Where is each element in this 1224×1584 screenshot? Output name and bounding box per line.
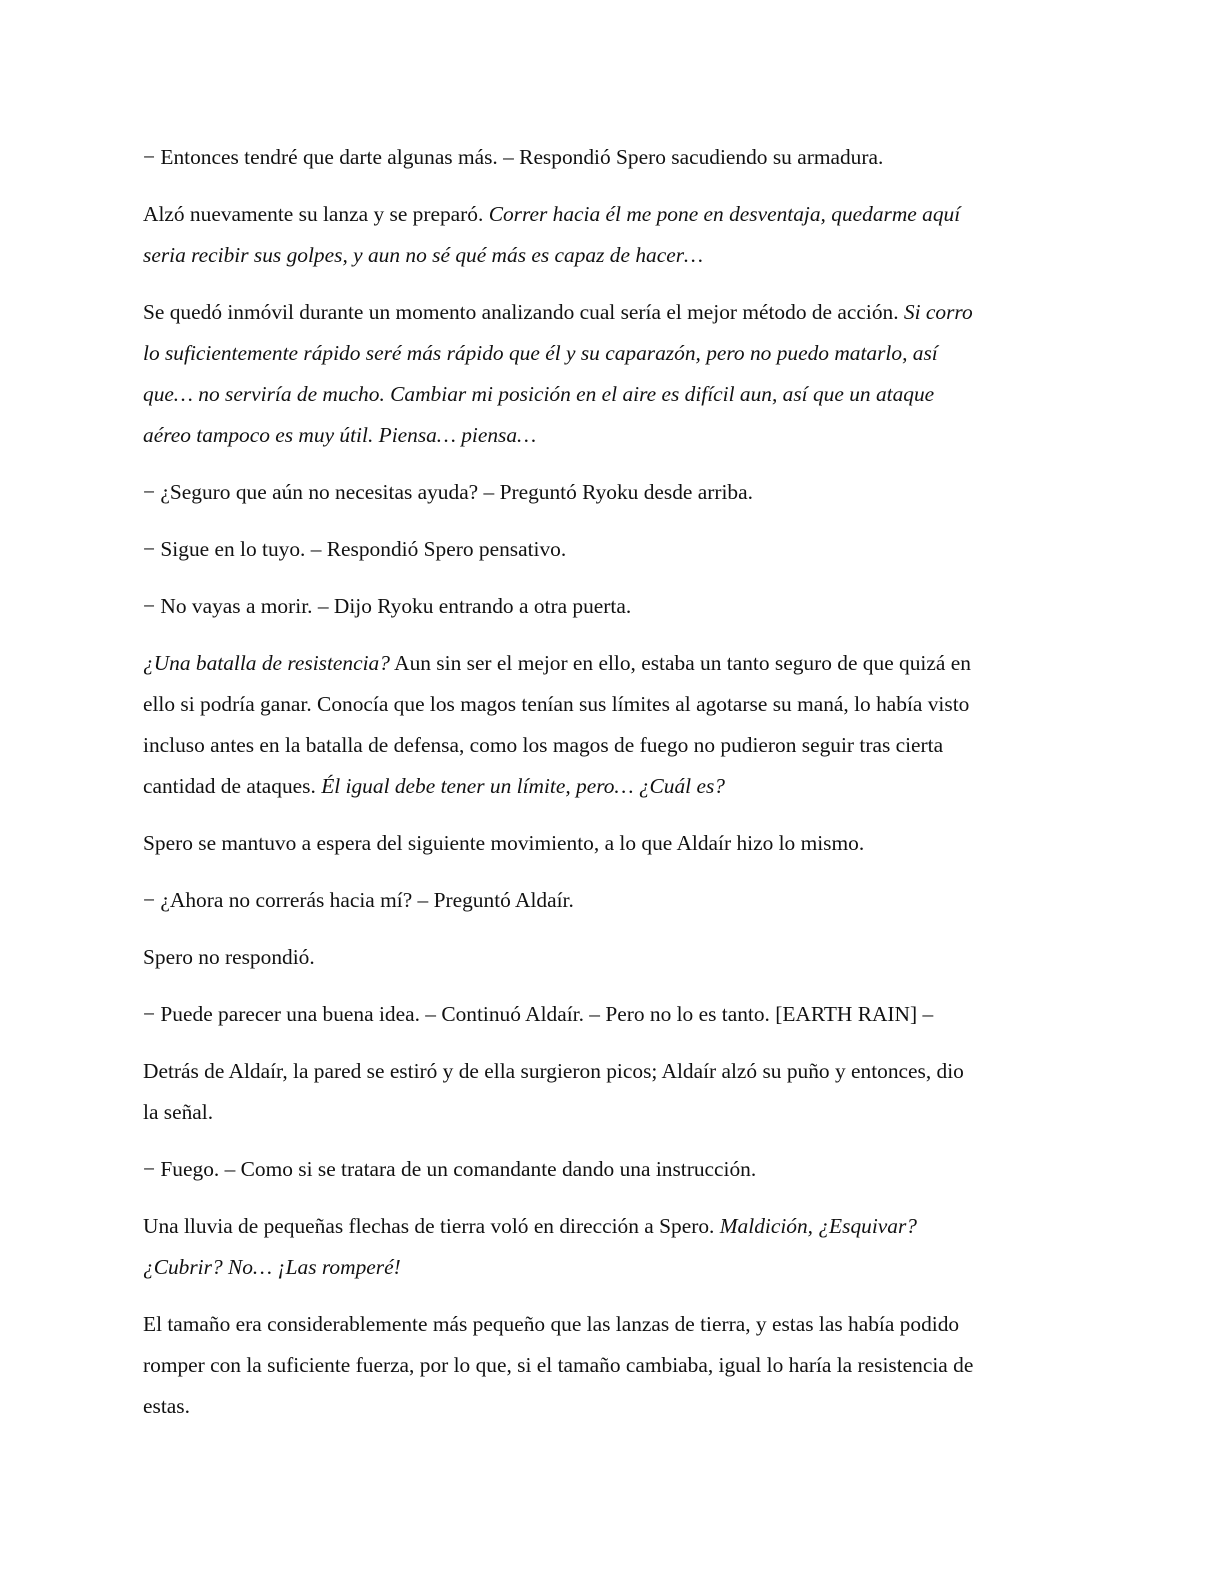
text-line bbox=[143, 472, 1083, 513]
text-line bbox=[143, 766, 1083, 807]
italic-text: Correr hacia él me pone en desventaja, quedarme aquí bbox=[488, 202, 961, 226]
document-page bbox=[143, 137, 1083, 1443]
paragraph bbox=[143, 937, 1083, 978]
text-line bbox=[143, 643, 1083, 684]
text-line bbox=[143, 823, 1083, 864]
text-line bbox=[143, 1149, 1083, 1190]
paragraph bbox=[143, 586, 1083, 627]
paragraph bbox=[143, 292, 1083, 456]
paragraph bbox=[143, 994, 1083, 1035]
italic-text: que… no serviría de mucho. Cambiar mi posición en el aire es difícil aun, así que un ataque bbox=[143, 382, 935, 406]
text-line bbox=[143, 1051, 1083, 1092]
text-line bbox=[143, 292, 1083, 333]
body-text: Spero se mantuvo a espera del siguiente movimiento, a lo que Aldaír hizo lo mismo. bbox=[143, 831, 865, 855]
body-text: incluso antes en la batalla de defensa, como los magos de fuego no pudieron seguir tras cierta bbox=[143, 733, 944, 757]
paragraph bbox=[143, 529, 1083, 570]
body-text: − Fuego. – Como si se tratara de un comandante dando una instrucción. bbox=[143, 1157, 757, 1181]
body-text: cantidad de ataques. bbox=[143, 774, 322, 798]
body-text: Aun sin ser el mejor en ello, estaba un tanto seguro de que quizá en bbox=[389, 651, 971, 675]
paragraph bbox=[143, 1149, 1083, 1190]
body-text: romper con la suficiente fuerza, por lo que, si el tamaño cambiaba, igual lo haría la resistencia de bbox=[143, 1353, 974, 1377]
text-line bbox=[143, 1092, 1083, 1133]
body-text: Se quedó inmóvil durante un momento analizando cual sería el mejor método de acción. bbox=[143, 300, 904, 324]
italic-text: lo suficientemente rápido seré más rápido que él y su caparazón, pero no puedo matarlo, así bbox=[143, 341, 938, 365]
body-text: El tamaño era considerablemente más pequeño que las lanzas de tierra, y estas las había podido bbox=[143, 1312, 960, 1336]
italic-text: aéreo tampoco es muy útil. Piensa… piensa… bbox=[143, 423, 537, 447]
text-line bbox=[143, 937, 1083, 978]
body-text: Detrás de Aldaír, la pared se estiró y de ella surgieron picos; Aldaír alzó su puño y entonces, dio bbox=[143, 1059, 964, 1083]
italic-text: ¿Una batalla de resistencia? bbox=[143, 651, 390, 675]
text-line bbox=[143, 1386, 1083, 1427]
italic-text: seria recibir sus golpes, y aun no sé qué más es capaz de hacer… bbox=[143, 243, 704, 267]
text-line bbox=[143, 586, 1083, 627]
text-line bbox=[143, 333, 1083, 374]
paragraph bbox=[143, 1051, 1083, 1133]
text-line bbox=[143, 374, 1083, 415]
text-line bbox=[143, 529, 1083, 570]
text-line bbox=[143, 137, 1083, 178]
paragraph bbox=[143, 1206, 1083, 1288]
body-text: − ¿Seguro que aún no necesitas ayuda? – Preguntó Ryoku desde arriba. bbox=[143, 480, 753, 504]
body-text: − ¿Ahora no correrás hacia mí? – Preguntó Aldaír. bbox=[143, 888, 574, 912]
text-line bbox=[143, 1304, 1083, 1345]
text-line bbox=[143, 994, 1083, 1035]
body-text: − Sigue en lo tuyo. – Respondió Spero pensativo. bbox=[143, 537, 567, 561]
text-line bbox=[143, 684, 1083, 725]
body-text: − Entonces tendré que darte algunas más. – Respondió Spero sacudiendo su armadura. bbox=[143, 145, 884, 169]
italic-text: Si corro bbox=[903, 300, 973, 324]
text-line bbox=[143, 1247, 1083, 1288]
italic-text: Maldición, ¿Esquivar? bbox=[719, 1214, 917, 1238]
paragraph bbox=[143, 823, 1083, 864]
body-text: − Puede parecer una buena idea. – Continuó Aldaír. – Pero no lo es tanto. [EARTH RAIN] – bbox=[143, 1002, 934, 1026]
text-line bbox=[143, 415, 1083, 456]
text-line bbox=[143, 880, 1083, 921]
body-text: Alzó nuevamente su lanza y se preparó. bbox=[143, 202, 489, 226]
body-text: Spero no respondió. bbox=[143, 945, 315, 969]
body-text: estas. bbox=[143, 1394, 190, 1418]
text-line bbox=[143, 725, 1083, 766]
paragraph bbox=[143, 1304, 1083, 1427]
body-text: − No vayas a morir. – Dijo Ryoku entrando a otra puerta. bbox=[143, 594, 632, 618]
text-line bbox=[143, 1345, 1083, 1386]
italic-text: ¿Cubrir? No… ¡Las romperé! bbox=[143, 1255, 401, 1279]
italic-text: Él igual debe tener un límite, pero… ¿Cuál es? bbox=[321, 774, 725, 798]
text-line bbox=[143, 194, 1083, 235]
body-text: ello si podría ganar. Conocía que los magos tenían sus límites al agotarse su maná, lo había visto bbox=[143, 692, 970, 716]
paragraph bbox=[143, 472, 1083, 513]
text-line bbox=[143, 235, 1083, 276]
paragraph bbox=[143, 137, 1083, 178]
body-text: Una lluvia de pequeñas flechas de tierra voló en dirección a Spero. bbox=[143, 1214, 720, 1238]
paragraph bbox=[143, 194, 1083, 276]
text-line bbox=[143, 1206, 1083, 1247]
paragraph bbox=[143, 880, 1083, 921]
paragraph bbox=[143, 643, 1083, 807]
body-text: la señal. bbox=[143, 1100, 214, 1124]
